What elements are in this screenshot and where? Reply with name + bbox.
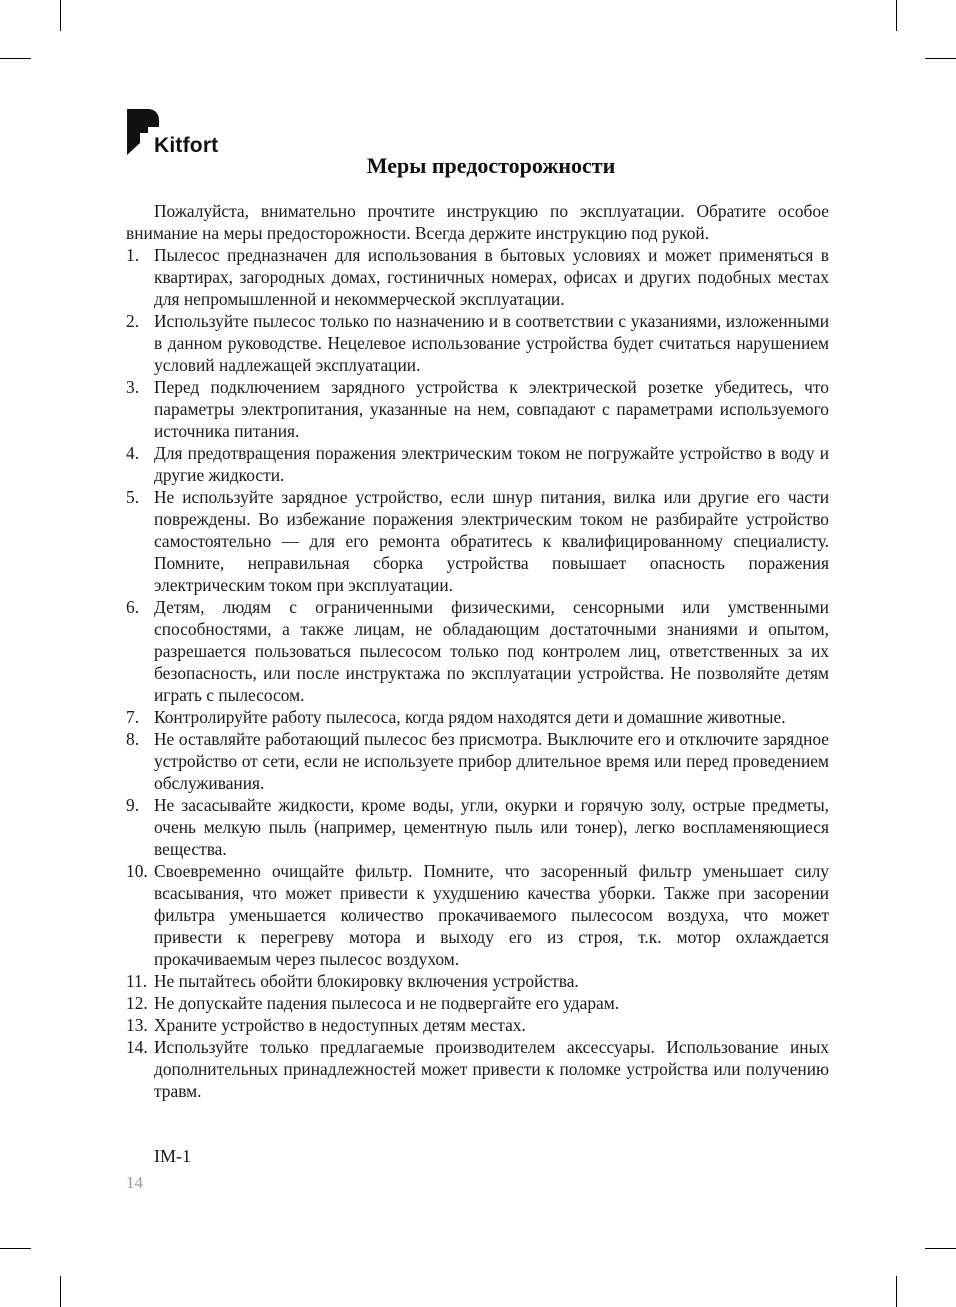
list-item: [126, 310, 829, 376]
intro-paragraph: Пожалуйста, внимательно прочтите инструкцию по эксплуатации. Обратите особое внимание на меры предосторожности. Всегда держите инструкцию под рукой.: [126, 201, 829, 243]
brand-name: Kitfort: [154, 134, 219, 157]
item-text: Для предотвращения поражения электрическим током не погружайте устройство в воду и другие жидкости.: [154, 443, 829, 485]
item-text: Перед подключением зарядного устройства к электрической розетке убедитесь, что параметры электропитания, указанные на нем, совпадают с параметрами используемого источника питания.: [154, 377, 829, 441]
item-number: 9.: [126, 795, 140, 815]
item-text: Контролируйте работу пылесоса, когда рядом находятся дети и домашние животные.: [154, 707, 786, 727]
list-item: [126, 970, 829, 992]
list-item: [126, 596, 829, 706]
item-text: Используйте пылесос только по назначению и в соответствии с указаниями, изложенными в данном руководстве. Нецелевое использование устройства будет считаться нарушением условий надлежащей эксплуатации.: [154, 311, 829, 375]
item-text: Не используйте зарядное устройство, если шнур питания, вилка или другие его части повреждены. Во избежание поражения электрическим током не разбирайте устройство самостоятельно — для его ремонта обратитесь к квалифицированному специалисту. Помните, неправильная сборка устройства повышает опасность поражения электрическим током при эксплуатации.: [154, 487, 829, 595]
item-number: 14.: [126, 1037, 148, 1057]
item-text: Храните устройство в недоступных детям местах.: [154, 1015, 526, 1035]
item-number: 3.: [126, 377, 140, 397]
item-number: 7.: [126, 707, 140, 727]
item-text: Не допускайте падения пылесоса и не подвергайте его ударам.: [154, 993, 620, 1013]
list-item: [126, 486, 829, 596]
crop-mark: [60, 0, 61, 31]
list-item: [126, 794, 829, 860]
item-number: 6.: [126, 597, 140, 617]
list-item: [126, 1014, 829, 1036]
list-item: [126, 860, 829, 970]
list-item: [126, 244, 829, 310]
crop-mark: [896, 0, 897, 31]
item-text: Не засасывайте жидкости, кроме воды, угли, окурки и горячую золу, острые предметы, очень мелкую пыль (например, цементную пыль или тонер), легко воспламеняющиеся вещества.: [154, 795, 829, 859]
item-number: 8.: [126, 729, 140, 749]
crop-mark: [925, 58, 956, 59]
item-number: 5.: [126, 487, 140, 507]
precautions-section: [126, 200, 829, 1102]
list-item: [126, 728, 829, 794]
crop-mark: [896, 1276, 897, 1307]
page-title: Меры предосторожности: [366, 153, 616, 178]
item-text: Детям, людям с ограниченными физическими, сенсорными или умственными способностями, а также лицам, не обладающим достаточными знаниями и опытом, разрешается пользоваться пылесосом только под контролем лиц, ответственных за их безопасность, или после инструктажа по эксплуатации устройства. Не позволяйте детям играть с пылесосом.: [154, 597, 829, 705]
item-text: Пылесос предназначен для использования в бытовых условиях и может применяться в квартирах, загородных домах, гостиничных номерах, офисах и других подобных местах для непромышленной и некоммерческой эксплуатации.: [154, 245, 829, 309]
list-item: [126, 706, 829, 728]
item-text: Своевременно очищайте фильтр. Помните, что засоренный фильтр уменьшает силу всасывания, что может привести к ухудшению качества уборки. Также при засорении фильтра уменьшается количество прокачиваемого пылесосом воздуха, что может привести к перегреву мотора и выходу его из строя, т.к. мотор охлаждается прокачиваемым через пылесос воздухом.: [154, 861, 829, 969]
item-number: 13.: [126, 1015, 148, 1035]
crop-mark: [60, 1276, 61, 1307]
item-text: Используйте только предлагаемые производителем аксессуары. Использование иных дополнительных принадлежностей может привести к поломке устройства или получению травм.: [154, 1037, 829, 1101]
item-text: Не оставляйте работающий пылесос без присмотра. Выключите его и отключите зарядное устройство от сети, если не используете прибор длительное время или перед проведением обслуживания.: [154, 729, 829, 793]
crop-mark: [925, 1248, 956, 1249]
page-number: 14: [126, 1173, 143, 1192]
list-item: [126, 1036, 829, 1102]
item-number: 11.: [126, 971, 148, 991]
list-item: [126, 376, 829, 442]
precautions-list: [126, 244, 829, 1102]
list-item: [126, 992, 829, 1014]
item-number: 12.: [126, 993, 148, 1013]
list-item: [126, 442, 829, 486]
item-number: 2.: [126, 311, 140, 331]
item-number: 10.: [126, 861, 148, 881]
crop-mark: [0, 1248, 31, 1249]
crop-mark: [0, 58, 31, 59]
item-number: 4.: [126, 443, 140, 463]
item-text: Не пытайтесь обойти блокировку включения устройства.: [154, 971, 579, 991]
item-number: 1.: [126, 245, 140, 265]
model-code: IM-1: [154, 1146, 191, 1166]
